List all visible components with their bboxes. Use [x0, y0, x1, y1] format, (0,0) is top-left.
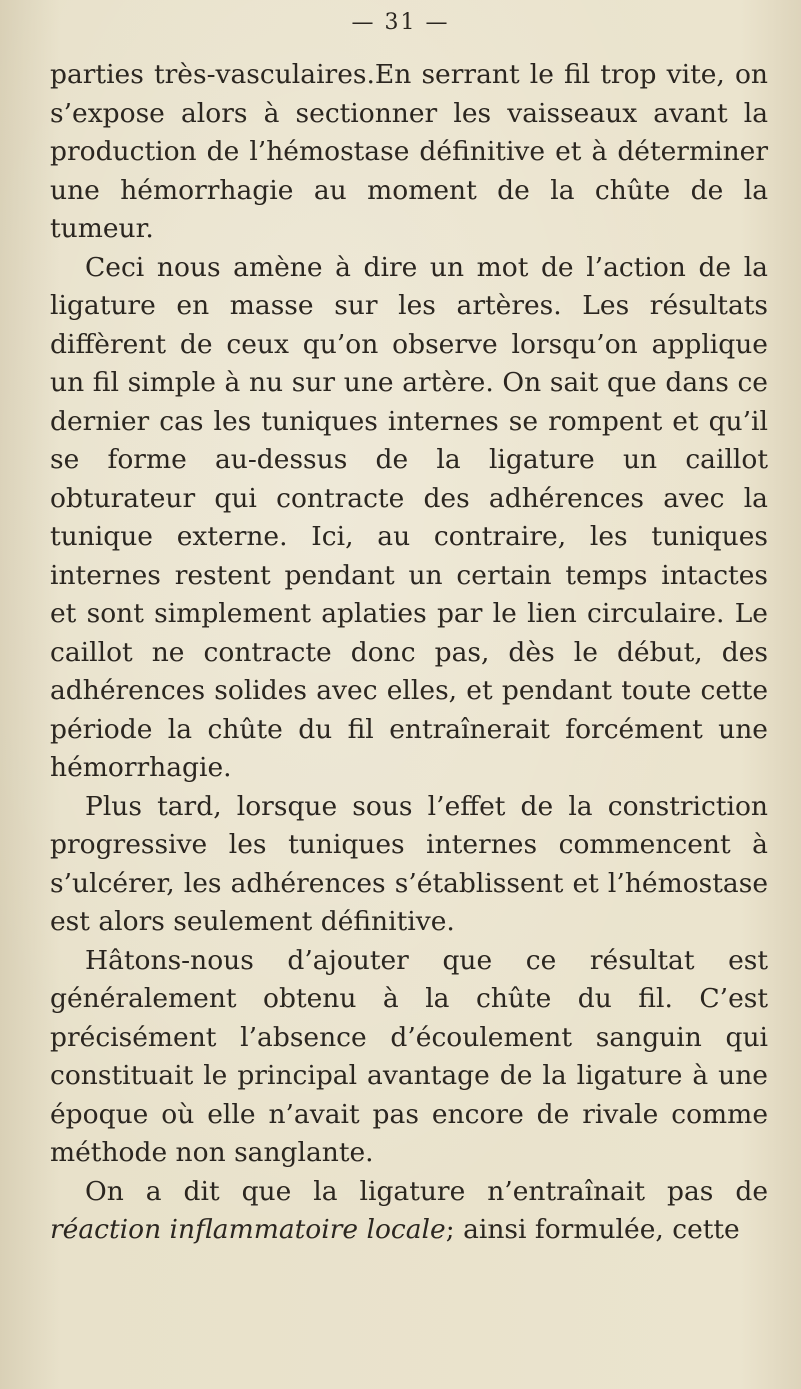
paragraph-4: Hâtons-nous d’ajouter que ce résultat est généralement obtenu à la chûte du fil. C’est précisément l’absence d’écoulement sanguin qui constituait le principal avantage de la ligature à une époque où elle n’avait pas encore de rivale comme méthode non sanglante.	[50, 944, 768, 1168]
paragraph-3: Plus tard, lorsque sous l’effet de la constriction progressive les tuniques internes commencent à s’ulcérer, les adhérences s’établissent et l’hémostase est alors seulement définitive.	[50, 790, 768, 937]
body-text	[50, 56, 768, 1250]
paragraph-1: parties très-vasculaires.En serrant le fil trop vite, on s’expose alors à sectionner les vaisseaux avant la production de l’hémostase définitive et à déterminer une hémorrhagie au moment de la chûte de la tumeur.	[50, 59, 768, 244]
italic-phrase: réaction inflammatoire locale	[50, 1214, 446, 1245]
paragraph-5-end: ; ainsi formulée, cette	[445, 1214, 740, 1245]
page-number: — 31 —	[351, 10, 450, 35]
paragraph-5	[50, 1173, 768, 1250]
paragraph-2: Ceci nous amène à dire un mot de l’action de la ligature en masse sur les artères. Les résultats diffèrent de ceux qu’on observe lorsqu’on applique un fil simple à nu sur une artère. On sait que dans ce dernier cas les tuniques internes se rompent et qu’il se forme au-dessus de la ligature un caillot obturateur qui contracte des adhérences avec la tunique externe. Ici, au contraire, les tuniques internes restent pendant un certain temps intactes et sont simplement aplaties par le lien circulaire. Le caillot ne contracte donc pas, dès le début, des adhérences solides avec elles, et pendant toute cette période la chûte du fil entraînerait forcément une hémorrhagie.	[50, 251, 768, 783]
paragraph-5-start: On a dit que la ligature n’entraînait pas de	[85, 1175, 768, 1207]
